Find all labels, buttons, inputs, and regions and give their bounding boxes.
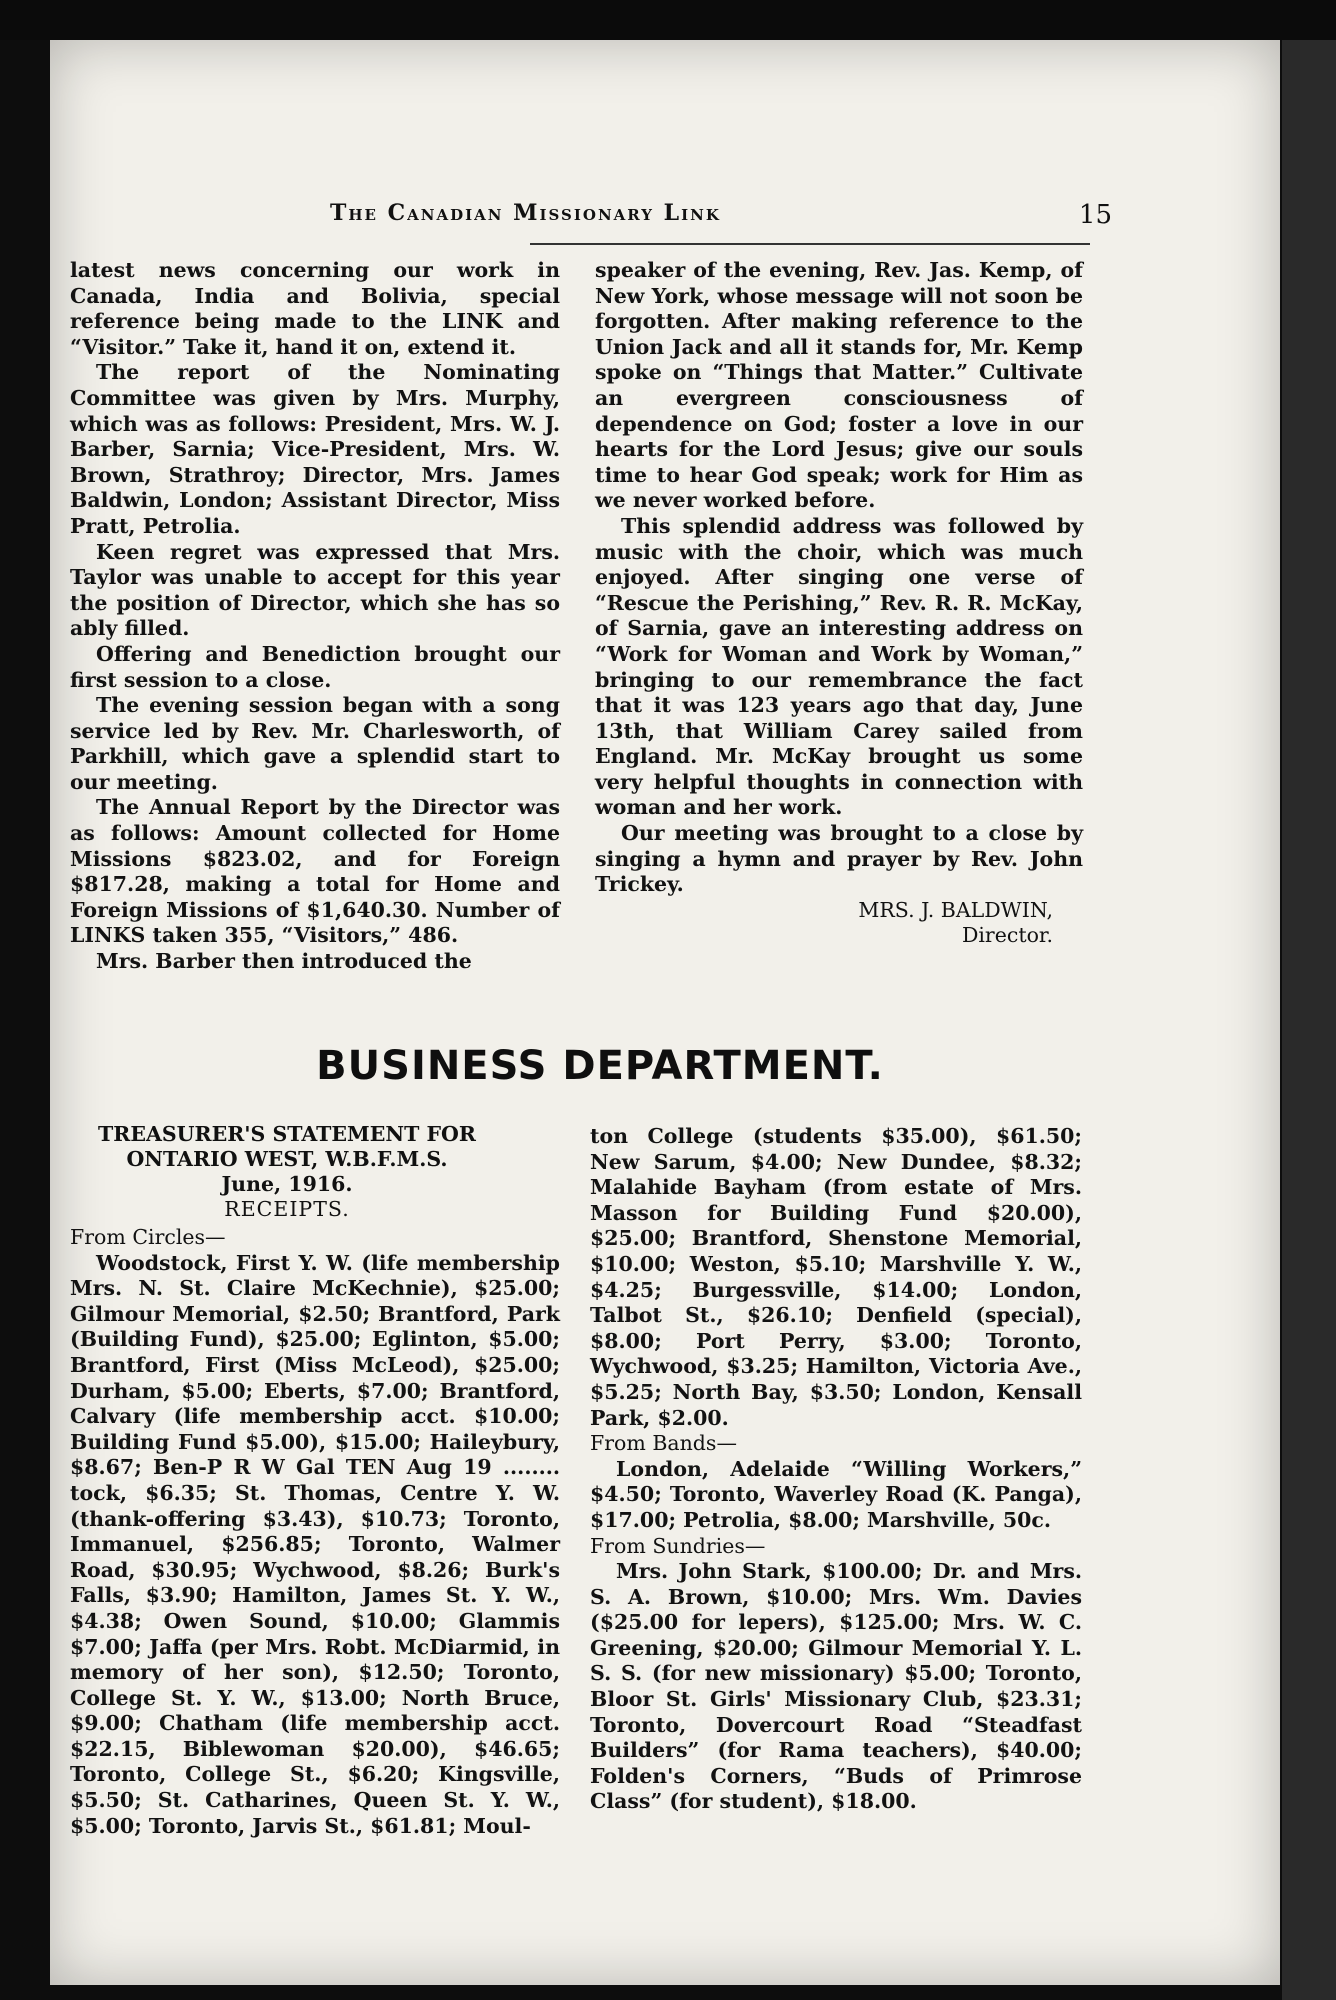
paragraph: Our meeting was brought to a close by singing a hymn and prayer by Rev. John Trickey. [595, 821, 1083, 897]
paragraph: The evening session began with a song service led by Rev. Mr. Charlesworth, of Parkhill, which gave a splendid start to our meeting. [70, 693, 560, 794]
column-top-right [595, 258, 1083, 1018]
column-bottom-right [590, 1124, 1082, 1884]
statement-date: June, 1916. [221, 1172, 353, 1196]
statement-title [72, 1122, 502, 1222]
circles-list-continued: ton College (students $35.00), $61.50; New Sarum, $4.00; New Dundee, $8.32; Malahide Bayham (from estate of Mrs. Masson for Building Fund $20.00), $25.00; Brantford, Shenstone Memorial, $10.00; Weston, $5.10; Marshville Y. W., $4.25; Burgessville, $14.00; London, Talbot St., $26.10; Denfield (special), $8.00; Port Perry, $3.00; Toronto, Wychwood, $3.25; Hamilton, Victoria Ave., $5.25; North Bay, $3.50; London, Kensall Park, $2.00. [590, 1124, 1082, 1430]
circles-list: Woodstock, First Y. W. (life membership Mrs. N. St. Claire McKechnie), $25.00; Gilmour Memorial, $2.50; Brantford, Park (Building Fund), $25.00; Eglinton, $5.00; Brantford, First (Miss McLeod), $25.00; Durham, $5.00; Eberts, $7.00; Brantford, Calvary (life membership acct. $10.00; Building Fund $5.00), $15.00; Haileybury, $8.67; Ben-P R W Gal TEN Aug 19 ........ tock, $6.35; St. Thomas, Centre Y. W. (thank-offering $3.43), $10.73; Toronto, Immanuel, $256.85; Toronto, Walmer Road, $30.95; Wychwood, $8.26; Burk's Falls, $3.90; Hamilton, James St. Y. W., $4.38; Owen Sound, $10.00; Glammis $7.00; Jaffa (per Mrs. Robt. McDiarmid, in memory of her son), $12.50; Toronto, College St. Y. W., $13.00; North Bruce, $9.00; Chatham (life membership acct. $22.15, Biblewoman $20.00), $46.65; Toronto, College St., $6.20; Kingsville, $5.50; St. Catharines, Queen St. Y. W., $5.00; Toronto, Jarvis St., $61.81; Moul- [70, 1250, 560, 1838]
header-rule [530, 243, 1090, 245]
column-bottom-left [70, 1225, 560, 1885]
column-top-left [70, 258, 560, 1018]
statement-title-line: TREASURER'S STATEMENT FOR [98, 1122, 476, 1146]
paragraph: latest news concerning our work in Canada, India and Bolivia, special reference being made to the LINK and “Visitor.” Take it, hand it on, extend it. [70, 258, 560, 359]
scan-top-edge [0, 0, 1336, 40]
paragraph: The report of the Nominating Committee was given by Mrs. Murphy, which was as follows: President, Mrs. W. J. Barber, Sarnia; Vice-President, Mrs. W. Brown, Strathroy; Director, Mrs. James Baldwin, London; Assistant Director, Miss Pratt, Petrolia. [70, 360, 560, 538]
paragraph: Keen regret was expressed that Mrs. Taylor was unable to accept for this year the position of Director, which she has so ably filled. [70, 539, 560, 641]
paragraph: Offering and Benediction brought our first session to a close. [70, 641, 560, 692]
section-heading: BUSINESS DEPARTMENT. [316, 1043, 884, 1089]
paragraph: This splendid address was followed by music with the choir, which was much enjoyed. After singing one verse of “Rescue the Perishing,” Rev. R. R. McKay, of Sarnia, gave an interesting address on “Work for Woman and Work by Woman,” bringing to our remembrance the fact that it was 123 years ago that day, June 13th, that William Carey sailed from England. Mr. McKay brought us some very helpful thoughts in connection with woman and her work. [595, 513, 1083, 820]
circles-heading: From Circles— [70, 1225, 226, 1249]
page-number: 15 [1078, 200, 1112, 230]
running-header: The Canadian Missionary Link [330, 200, 721, 226]
sundries-list: Mrs. John Stark, $100.00; Dr. and Mrs. S. A. Brown, $10.00; Mrs. Wm. Davies ($25.00 for lepers), $125.00; Mrs. W. C. Greening, $20.00; Gilmour Memorial Y. L. S. S. (for new missionary) $5.00; Toronto, Bloor St. Girls' Missionary Club, $23.31; Toronto, Dovercourt Road “Steadfast Builders” (for Rama teachers), $40.00; Folden's Corners, “Buds of Primrose Class” (for student), $18.00. [590, 1559, 1082, 1814]
signature-name: MRS. J. BALDWIN, [858, 897, 1053, 922]
signature-title: Director. [961, 923, 1053, 948]
bands-list: London, Adelaide “Willing Workers,” $4.50; Toronto, Waverley Road (K. Panga), $17.00; Petrolia, $8.00; Marshville, 50c. [590, 1456, 1082, 1532]
paragraph: speaker of the evening, Rev. Jas. Kemp, of New York, whose message will not soon be forgotten. After making reference to the Union Jack and all it stands for, Mr. Kemp spoke on “Things that Matter.” Cultivate an evergreen consciousness of dependence on God; foster a love in our hearts for the Lord Jesus; give our souls time to hear God speak; work for Him as we never worked before. [595, 258, 1083, 513]
book-binding [1282, 40, 1336, 2000]
paragraph: The Annual Report by the Director was as follows: Amount collected for Home Missions $823.02, and for Foreign $817.28, making a total for Home and Foreign Missions of $1,640.30. Number of LINKS taken 355, “Visitors,” 486. [70, 795, 560, 948]
statement-title-line: ONTARIO WEST, W.B.F.M.S. [126, 1147, 448, 1171]
receipts-heading: RECEIPTS. [224, 1197, 350, 1221]
sundries-heading: From Sundries— [590, 1533, 766, 1558]
bands-heading: From Bands— [590, 1431, 737, 1456]
paragraph: Mrs. Barber then introduced the [96, 949, 472, 974]
